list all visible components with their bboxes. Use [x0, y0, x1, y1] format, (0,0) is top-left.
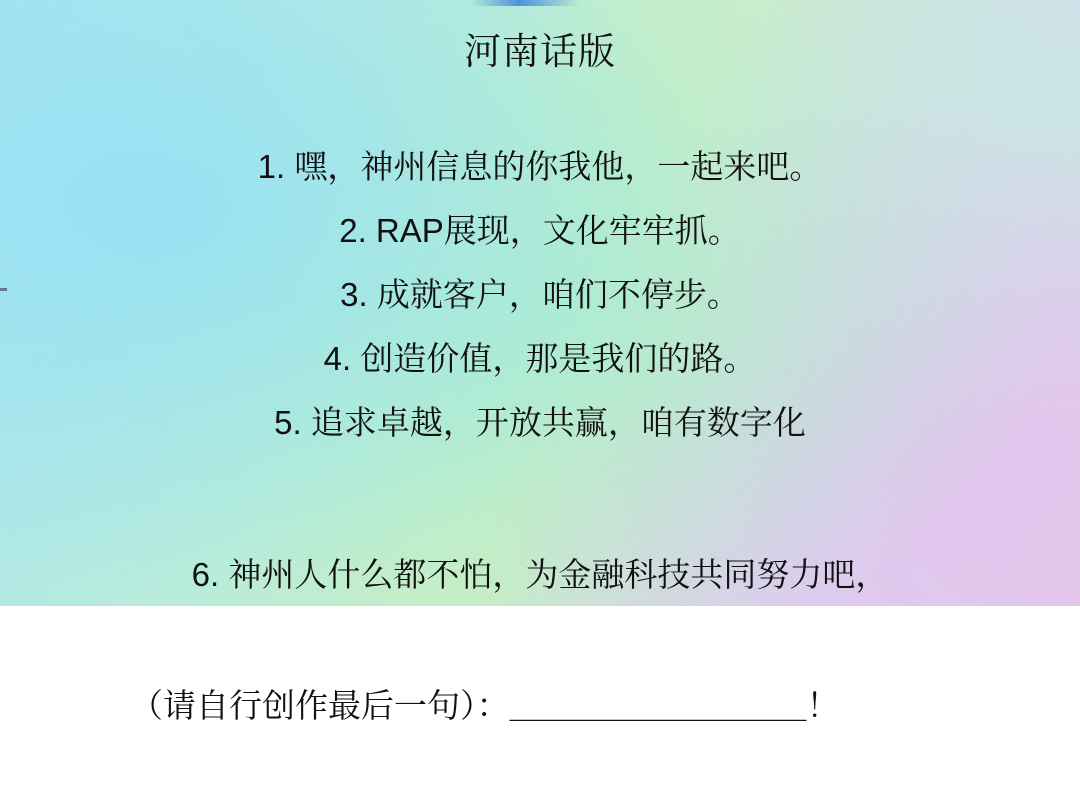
page-title: 河南话版 [464, 31, 616, 72]
list-item: 5. 追求卓越，开放共赢，咱有数字化 [274, 404, 806, 441]
top-accent-bar [470, 0, 580, 6]
list-item: 3. 成就客户，咱们不停步。 [340, 276, 740, 313]
list-item: 4. 创造价值，那是我们的路。 [323, 340, 757, 377]
final-line-blank-prompt: （请自行创作最后一句）：＿＿＿＿＿＿＿＿＿！ [130, 687, 840, 725]
final-line-part-a: 6. 神州人什么都不怕，为金融科技共同努力吧， [191, 556, 889, 594]
list-item: 2. RAP展现，文化牢牢抓。 [339, 212, 741, 249]
list-item-final [0, 470, 1080, 812]
list-item: 1. 嘿，神州信息的你我他，一起来吧。 [257, 148, 823, 185]
lyrics-list [0, 150, 1080, 812]
